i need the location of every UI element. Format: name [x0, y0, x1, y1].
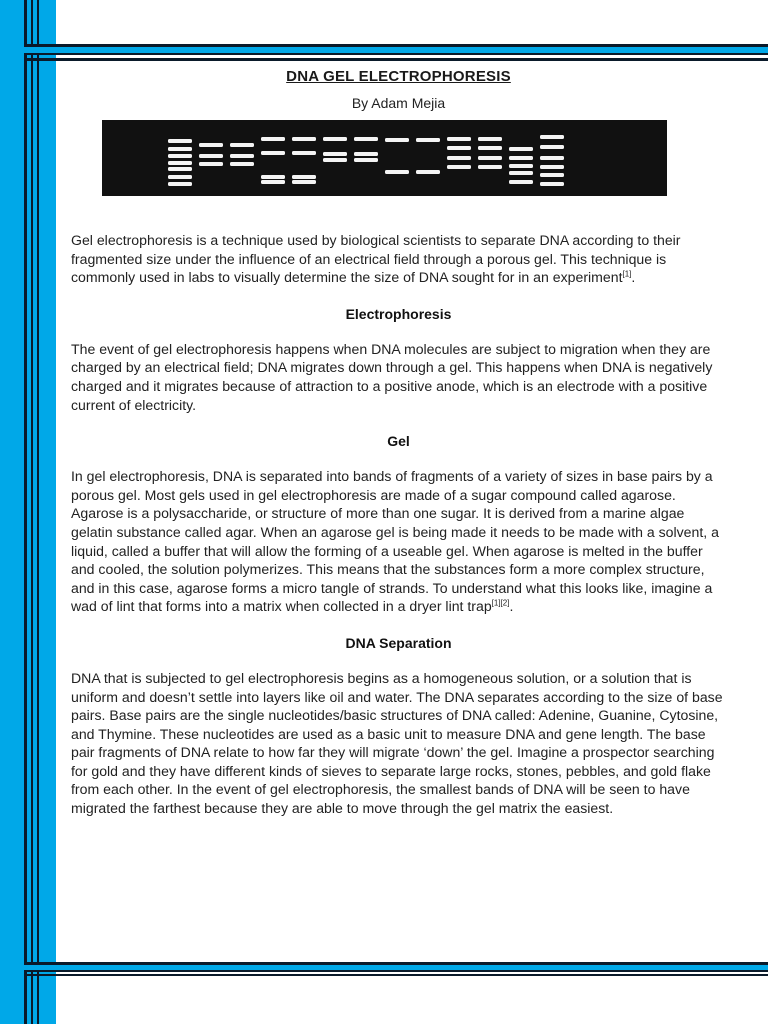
gel-band [292, 137, 316, 141]
gel-band [199, 143, 223, 147]
gel-band [168, 139, 192, 143]
gel-band [230, 143, 254, 147]
gel-band [354, 158, 378, 162]
frame-vertical-rule [31, 0, 33, 1024]
gel-band [540, 135, 564, 139]
top-rule [24, 58, 768, 61]
document-title: DNA GEL ELECTROPHORESIS [286, 68, 511, 85]
gel-band [168, 167, 192, 171]
gel-band [292, 175, 316, 179]
frame-vertical-rule [24, 0, 27, 1024]
gel-band [292, 180, 316, 184]
gel-band [199, 154, 223, 158]
gel-band [168, 154, 192, 158]
gel-band [323, 152, 347, 156]
gel-band [261, 175, 285, 179]
section-paragraph-dna-separation: DNA that is subjected to gel electrophoresis begins as a homogeneous solution, or a solution that is uniform and doesn’t settle into layers like oil and water. The DNA separates according to the size of base pairs. Base pairs are the single nucleotides/basic structures of DNA called: Adenine, Guanine, Cytosine, and Thymine. These nucleotides are used as a basic unit to measure DNA and gene length. The base pair fragments of DNA relate to how far they will migrate ‘down’ the gel. Imagine a prospector searching for gold and they have different kinds of sieves to separate large rocks, stones, pebbles, and gold flake from each other. In the event of gel electrophoresis, the smallest bands of DNA will be seen to have migrated the farthest because they are able to move through the gel matrix the easiest. [71, 669, 723, 817]
citation-ref: [1] [622, 269, 632, 279]
gel-band [168, 161, 192, 165]
bottom-rule [24, 974, 768, 976]
gel-electrophoresis-image [102, 120, 667, 196]
gel-band [540, 145, 564, 149]
gel-band [447, 156, 471, 160]
gel-band [416, 170, 440, 174]
section-heading-gel: Gel [387, 433, 410, 450]
gel-band [540, 156, 564, 160]
section-paragraph-gel [71, 467, 726, 616]
sentence-end: . [631, 269, 636, 286]
gel-band [199, 162, 223, 166]
gel-band [230, 154, 254, 158]
gel-band [168, 182, 192, 186]
gel-band [416, 138, 440, 142]
frame-vertical-rule [37, 0, 39, 1024]
document-content [71, 68, 726, 818]
gel-band [509, 164, 533, 168]
gel-band [509, 171, 533, 175]
section-heading-dna-separation: DNA Separation [345, 634, 452, 651]
gel-band [509, 147, 533, 151]
gel-band [509, 156, 533, 160]
gel-band [540, 165, 564, 169]
gel-band [230, 162, 254, 166]
gel-band [323, 158, 347, 162]
author-byline: By Adam Mejia [351, 95, 446, 111]
gel-band [478, 146, 502, 150]
sentence-end: . [509, 598, 514, 615]
gel-band [354, 137, 378, 141]
gel-band [447, 146, 471, 150]
gel-band [385, 170, 409, 174]
gel-band [323, 137, 347, 141]
gel-band [540, 173, 564, 177]
left-accent-band [0, 0, 56, 1024]
top-rule [24, 53, 768, 55]
gel-band [261, 151, 285, 155]
intro-paragraph [71, 231, 726, 287]
gel-band [447, 137, 471, 141]
gel-band [540, 182, 564, 186]
gel-text: In gel electrophoresis, DNA is separated into bands of fragments of a variety of sizes in base pairs by a porous gel. Most gels used in gel electrophoresis are made of a sugar compound called agarose. Agarose is a polysaccharide, or structure of more than one sugar. It is derived from a marine algae gelatin substance called agar. When an agarose gel is being made it needs to be made with a solvent, a liquid, called a buffer that will allow the forming of a useable gel. When agarose is melted in the buffer and cooled, the solution polymerizes. This means that the substances form a more complex structure, and in this case, agarose forms a micro tangle of strands. To understand what this looks like, imagine a wad of lint that forms into a matrix when collected in a dryer lint trap [71, 468, 719, 615]
gel-band [354, 152, 378, 156]
gel-band [168, 175, 192, 179]
gel-band [261, 180, 285, 184]
gel-band [447, 165, 471, 169]
bottom-rule [24, 970, 768, 972]
gel-band [292, 151, 316, 155]
gel-band [478, 137, 502, 141]
section-heading-electrophoresis: Electrophoresis [345, 305, 452, 322]
intro-text: Gel electrophoresis is a technique used by biological scientists to separate DNA according to their fragmented size under the influence of an electrical field through a porous gel. This technique is commonly used in labs to visually determine the size of DNA sought for in an experiment [71, 232, 681, 286]
citation-ref: [1][2] [491, 598, 510, 608]
gel-band [261, 137, 285, 141]
gel-band [168, 147, 192, 151]
section-paragraph-electrophoresis: The event of gel electrophoresis happens when DNA molecules are subject to migration when they are charged by an electrical field; DNA migrates down through a gel. This happens when DNA is negatively charged and it migrates because of attraction to a positive anode, which is an electrode with a positive current of electricity. [71, 340, 713, 413]
gel-band [509, 180, 533, 184]
gel-band [478, 165, 502, 169]
gel-band [478, 156, 502, 160]
gel-band [385, 138, 409, 142]
